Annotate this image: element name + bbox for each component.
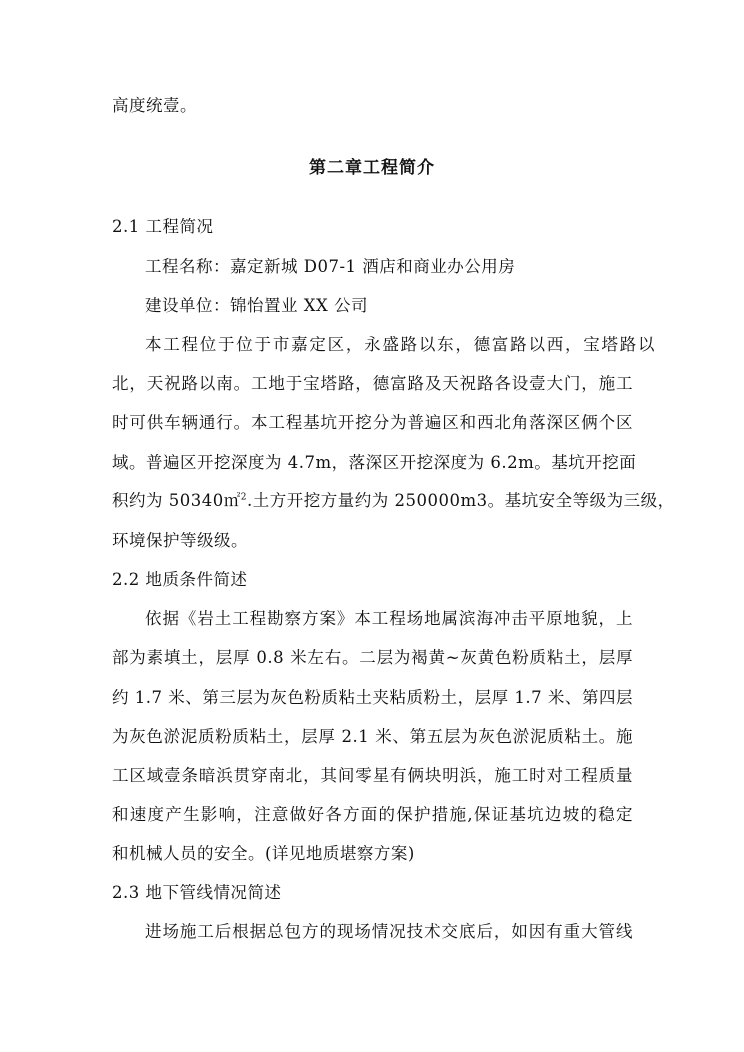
paragraph-line: 进场施工后根据总包方的现场情况技术交底后，如因有重大管线 xyxy=(145,922,633,941)
paragraph-line: 北，天祝路以南。工地于宝塔路，德富路及天祝路各设壹大门，施工 xyxy=(112,374,633,393)
paragraph-line: 时可供车辆通行。本工程基坑开挖分为普遍区和西北角落深区俩个区 xyxy=(112,413,633,432)
paragraph-line: 部为素填土，层厚 0.8 米左右。二层为褐黄~灰黄色粉质粘土，层厚 xyxy=(112,648,633,667)
area-prefix: 积约为 50340㎡ xyxy=(112,491,241,510)
paragraph-line: 本工程位于位于市嘉定区，永盛路以东，德富路以西，宝塔路以 xyxy=(145,335,655,354)
chapter-title: 第二章工程简介 xyxy=(309,158,435,178)
area-suffix: .土方开挖方量约为 250000m3。基坑安全等级为三级， xyxy=(246,491,675,510)
paragraph-line: 依据《岩土工程勘察方案》本工程场地属滨海冲击平原地貌，上 xyxy=(145,609,633,628)
section-heading-2-1: 2.1 工程简况 xyxy=(112,217,214,236)
paragraph-line: 和速度产生影响，注意做好各方面的保护措施,保证基坑边坡的稳定 xyxy=(112,805,633,824)
section-heading-2-3: 2.3 地下管线情况简述 xyxy=(112,883,282,902)
paragraph-line: 工区域壹条暗浜贯穿南北，其间零星有俩块明浜，施工时对工程质量 xyxy=(112,766,633,785)
paragraph-last-line: 和机械人员的安全。(详见地质堪察方案) xyxy=(112,844,415,863)
paragraph-line: 为灰色淤泥质粉质粘土，层厚 2.1 米、第五层为灰色淤泥质粘土。施 xyxy=(112,727,633,746)
area-superscript: 2 xyxy=(240,492,247,503)
paragraph-line: 约 1.7 米、第三层为灰色粉质粘土夹粘质粉土，层厚 1.7 米、第四层 xyxy=(112,688,633,707)
continuation-line: 高度统壹。 xyxy=(112,96,197,115)
paragraph-last-line: 环境保护等级级。 xyxy=(112,531,248,550)
paragraph-line: 域。普遍区开挖深度为 4.7m，落深区开挖深度为 6.2m。基坑开挖面 xyxy=(112,453,637,472)
section-heading-2-2: 2.2 地质条件简述 xyxy=(112,570,248,589)
area-line xyxy=(112,490,675,512)
project-name-line: 工程名称：嘉定新城 D07-1 酒店和商业办公用房 xyxy=(145,257,516,276)
builder-line: 建设单位：锦怡置业 XX 公司 xyxy=(145,296,368,315)
